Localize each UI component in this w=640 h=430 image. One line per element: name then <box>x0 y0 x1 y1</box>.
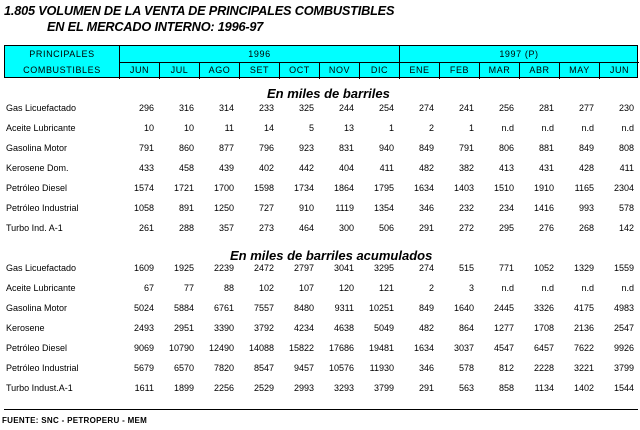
cell-value: 881 <box>538 143 554 153</box>
source-footnote: FUENTE: SNC - PETROPERU - MEM <box>2 416 148 425</box>
cell-value: 806 <box>498 143 514 153</box>
cell-value: 2547 <box>613 323 634 333</box>
cell-value: 3037 <box>453 343 474 353</box>
cell-value: 2304 <box>613 183 634 193</box>
cell-value: 357 <box>218 223 234 233</box>
cell-value: 1058 <box>133 203 154 213</box>
cell-value: 11 <box>224 123 234 133</box>
header-month: NOV <box>328 65 351 75</box>
cell-value: 10790 <box>168 343 194 353</box>
cell-value: 1 <box>388 123 394 133</box>
cell-value: 3390 <box>213 323 234 333</box>
header-month: AGO <box>208 65 231 75</box>
cell-value: 808 <box>618 143 634 153</box>
row-label: Turbo Indust.A-1 <box>6 383 73 393</box>
cell-value: 121 <box>378 283 394 293</box>
cell-value: 288 <box>178 223 194 233</box>
cell-value: 272 <box>458 223 474 233</box>
row-label: Kerosene <box>6 323 45 333</box>
cell-value: 3295 <box>373 263 394 273</box>
cell-value: 1510 <box>493 183 514 193</box>
header-divider <box>519 62 520 79</box>
cell-value: 234 <box>498 203 514 213</box>
cell-value: 14 <box>263 123 274 133</box>
cell-value: 482 <box>418 163 434 173</box>
bottom-rule <box>4 409 638 410</box>
table-row <box>0 323 640 339</box>
cell-value: 458 <box>178 163 194 173</box>
cell-value: 849 <box>418 143 434 153</box>
cell-value: 346 <box>418 203 434 213</box>
row-label: Aceite Lubricante <box>6 123 76 133</box>
cell-value: 254 <box>378 103 394 113</box>
cell-value: 7622 <box>573 343 594 353</box>
table-title-line-1: 1.805 VOLUMEN DE LA VENTA DE PRINCIPALES COMBUSTIBLES <box>4 3 395 18</box>
cell-value: 2472 <box>253 263 274 273</box>
section-title: En miles de barriles acumulados <box>230 248 433 263</box>
table-title-line-2: EN EL MERCADO INTERNO: 1996-97 <box>47 19 264 34</box>
cell-value: 3799 <box>373 383 394 393</box>
cell-value: 2256 <box>213 383 234 393</box>
cell-value: 325 <box>298 103 314 113</box>
cell-value: 291 <box>418 223 434 233</box>
cell-value: 14088 <box>248 343 274 353</box>
cell-value: 771 <box>498 263 514 273</box>
cell-value: 578 <box>458 363 474 373</box>
cell-value: 107 <box>298 283 314 293</box>
cell-value: 5049 <box>373 323 394 333</box>
header-month: JUL <box>170 65 189 75</box>
cell-value: 13 <box>343 123 354 133</box>
header-divider <box>199 62 200 79</box>
header-month: ENE <box>409 65 430 75</box>
row-label: Turbo Ind. A-1 <box>6 223 63 233</box>
table-row <box>0 343 640 359</box>
cell-value: 4638 <box>333 323 354 333</box>
cell-value: 791 <box>138 143 154 153</box>
row-label: Kerosene Dom. <box>6 163 69 173</box>
cell-value: 15822 <box>288 343 314 353</box>
header-divider <box>239 62 240 79</box>
cell-value: 6761 <box>213 303 234 313</box>
cell-value: 1134 <box>534 383 554 393</box>
header-month: ABR <box>529 65 550 75</box>
cell-value: 3 <box>468 283 474 293</box>
cell-value: 727 <box>258 203 274 213</box>
table-row <box>0 143 640 159</box>
cell-value: 102 <box>258 283 274 293</box>
header-divider <box>159 62 160 79</box>
cell-value: 2136 <box>573 323 594 333</box>
header-month: JUN <box>609 65 630 75</box>
cell-value: 1559 <box>613 263 634 273</box>
cell-value: 3221 <box>573 363 594 373</box>
cell-value: 261 <box>138 223 154 233</box>
cell-value: 1329 <box>573 263 594 273</box>
cell-value: 9311 <box>334 303 354 313</box>
cell-value: 439 <box>218 163 234 173</box>
header-month: FEB <box>449 65 470 75</box>
cell-value: 274 <box>418 103 434 113</box>
row-label: Gas Licuefactado <box>6 103 77 113</box>
cell-value: 993 <box>578 203 594 213</box>
cell-value: 5679 <box>133 363 154 373</box>
cell-value: 8547 <box>253 363 274 373</box>
cell-value: 1611 <box>134 383 154 393</box>
cell-value: 940 <box>378 143 394 153</box>
cell-value: 1634 <box>413 183 434 193</box>
row-label: Aceite Lubricante <box>6 283 76 293</box>
cell-value: 2993 <box>293 383 314 393</box>
cell-value: 281 <box>538 103 554 113</box>
cell-value: 120 <box>338 283 354 293</box>
cell-value: 314 <box>218 103 234 113</box>
cell-value: 1052 <box>533 263 554 273</box>
cell-value: 1354 <box>373 203 394 213</box>
header-divider <box>319 62 320 79</box>
cell-value: 10251 <box>368 303 394 313</box>
cell-value: 88 <box>223 283 234 293</box>
header-year-1996: 1996 <box>248 49 271 59</box>
cell-value: 1640 <box>453 303 474 313</box>
cell-value: n.d <box>501 283 514 293</box>
cell-value: 316 <box>178 103 194 113</box>
cell-value: 276 <box>538 223 554 233</box>
table-row <box>0 383 640 399</box>
header-month: JUN <box>129 65 150 75</box>
cell-value: 142 <box>618 223 634 233</box>
cell-value: n.d <box>581 123 594 133</box>
cell-value: 8480 <box>293 303 314 313</box>
cell-value: 1119 <box>335 203 354 213</box>
cell-value: 849 <box>578 143 594 153</box>
cell-value: 2445 <box>493 303 514 313</box>
cell-value: 1 <box>468 123 474 133</box>
cell-value: 910 <box>298 203 314 213</box>
cell-value: 411 <box>379 163 394 173</box>
header-divider <box>479 62 480 79</box>
header-label-bottom: COMBUSTIBLES <box>23 64 101 75</box>
cell-value: 4175 <box>573 303 594 313</box>
cell-value: 2228 <box>533 363 554 373</box>
cell-value: n.d <box>541 123 554 133</box>
cell-value: 3792 <box>253 323 274 333</box>
cell-value: 17686 <box>328 343 354 353</box>
header-label-top: PRINCIPALES <box>29 49 95 59</box>
cell-value: 296 <box>138 103 154 113</box>
cell-value: 4547 <box>493 343 514 353</box>
cell-value: 273 <box>258 223 274 233</box>
cell-value: 791 <box>458 143 474 153</box>
cell-value: 67 <box>143 283 154 293</box>
cell-value: 295 <box>498 223 514 233</box>
cell-value: 346 <box>418 363 434 373</box>
cell-value: 1700 <box>213 183 234 193</box>
cell-value: 291 <box>418 383 434 393</box>
cell-value: 482 <box>418 323 434 333</box>
cell-value: 2797 <box>293 263 314 273</box>
cell-value: 1416 <box>533 203 554 213</box>
cell-value: 10576 <box>328 363 354 373</box>
header-month: OCT <box>289 65 310 75</box>
table-header <box>4 45 638 78</box>
row-label: Gasolina Motor <box>6 303 68 313</box>
table-row <box>0 123 640 139</box>
cell-value: 1734 <box>293 183 314 193</box>
cell-value: 2493 <box>133 323 154 333</box>
table-row <box>0 303 640 319</box>
cell-value: 1402 <box>573 383 594 393</box>
cell-value: 2 <box>428 123 434 133</box>
row-label: Petróleo Industrial <box>6 363 79 373</box>
cell-value: 1277 <box>493 323 514 333</box>
cell-value: 9069 <box>133 343 154 353</box>
cell-value: 382 <box>458 163 474 173</box>
header-divider <box>279 62 280 79</box>
cell-value: 1634 <box>413 343 434 353</box>
cell-value: 402 <box>258 163 274 173</box>
cell-value: 1708 <box>533 323 554 333</box>
header-divider <box>599 62 600 79</box>
cell-value: 6457 <box>533 343 554 353</box>
cell-value: 464 <box>298 223 314 233</box>
cell-value: 442 <box>298 163 314 173</box>
cell-value: 923 <box>298 143 314 153</box>
cell-value: 1598 <box>253 183 274 193</box>
header-divider <box>439 62 440 79</box>
header-month: MAY <box>569 65 590 75</box>
table-row <box>0 363 640 379</box>
row-label: Petróleo Industrial <box>6 203 79 213</box>
cell-value: 411 <box>619 163 634 173</box>
cell-value: 5 <box>308 123 314 133</box>
cell-value: 256 <box>498 103 514 113</box>
cell-value: 3041 <box>333 263 354 273</box>
cell-value: 6570 <box>173 363 194 373</box>
cell-value: n.d <box>541 283 554 293</box>
cell-value: 233 <box>258 103 274 113</box>
cell-value: 404 <box>338 163 354 173</box>
section-title: En miles de barriles <box>267 86 390 101</box>
cell-value: 1165 <box>574 183 594 193</box>
cell-value: 891 <box>178 203 194 213</box>
cell-value: 1864 <box>333 183 354 193</box>
row-label: Petróleo Diesel <box>6 183 68 193</box>
cell-value: 4983 <box>613 303 634 313</box>
cell-value: 277 <box>578 103 594 113</box>
cell-value: 244 <box>338 103 354 113</box>
header-divider <box>559 62 560 79</box>
cell-value: 1721 <box>173 183 194 193</box>
cell-value: n.d <box>581 283 594 293</box>
cell-value: 4234 <box>293 323 314 333</box>
table-row <box>0 163 640 179</box>
cell-value: 2951 <box>173 323 194 333</box>
cell-value: 2239 <box>213 263 234 273</box>
cell-value: 428 <box>578 163 594 173</box>
cell-value: 12490 <box>208 343 234 353</box>
cell-value: n.d <box>621 283 634 293</box>
cell-value: 1403 <box>453 183 474 193</box>
cell-value: 864 <box>458 323 474 333</box>
cell-value: 232 <box>458 203 474 213</box>
header-month: MAR <box>488 65 511 75</box>
cell-value: 1544 <box>613 383 634 393</box>
cell-value: 1795 <box>373 183 394 193</box>
cell-value: 1910 <box>533 183 554 193</box>
cell-value: 877 <box>218 143 234 153</box>
cell-value: 860 <box>178 143 194 153</box>
cell-value: 19481 <box>368 343 394 353</box>
cell-value: 433 <box>138 163 154 173</box>
cell-value: 241 <box>458 103 474 113</box>
cell-value: 1574 <box>133 183 154 193</box>
cell-value: 230 <box>618 103 634 113</box>
cell-value: 515 <box>458 263 474 273</box>
table-row <box>0 263 640 279</box>
cell-value: 812 <box>498 363 514 373</box>
header-year-1997: 1997 (P) <box>499 49 539 59</box>
table-row <box>0 283 640 299</box>
cell-value: 849 <box>418 303 434 313</box>
cell-value: 9926 <box>613 343 634 353</box>
cell-value: 5884 <box>173 303 194 313</box>
header-divider <box>359 62 360 79</box>
cell-value: 3799 <box>613 363 634 373</box>
cell-value: 11930 <box>369 363 394 373</box>
row-label: Gasolina Motor <box>6 143 68 153</box>
cell-value: 10 <box>143 123 154 133</box>
cell-value: 831 <box>338 143 354 153</box>
cell-value: 431 <box>538 163 554 173</box>
cell-value: 300 <box>338 223 354 233</box>
cell-value: 578 <box>618 203 634 213</box>
cell-value: 7557 <box>253 303 274 313</box>
header-month: DIC <box>370 65 389 75</box>
cell-value: n.d <box>501 123 514 133</box>
cell-value: 3326 <box>533 303 554 313</box>
row-label: Gas Licuefactado <box>6 263 77 273</box>
cell-value: 2 <box>428 283 434 293</box>
cell-value: n.d <box>621 123 634 133</box>
cell-value: 2529 <box>253 383 274 393</box>
cell-value: 1899 <box>173 383 194 393</box>
cell-value: 506 <box>378 223 394 233</box>
table-row <box>0 203 640 219</box>
cell-value: 1609 <box>133 263 154 273</box>
header-month: SET <box>249 65 270 75</box>
cell-value: 10 <box>183 123 194 133</box>
cell-value: 77 <box>183 283 194 293</box>
cell-value: 1925 <box>173 263 194 273</box>
cell-value: 563 <box>458 383 474 393</box>
cell-value: 7820 <box>213 363 234 373</box>
cell-value: 796 <box>258 143 274 153</box>
table-row <box>0 223 640 239</box>
row-label: Petróleo Diesel <box>6 343 68 353</box>
cell-value: 858 <box>498 383 514 393</box>
cell-value: 5024 <box>133 303 154 313</box>
cell-value: 268 <box>578 223 594 233</box>
cell-value: 3293 <box>333 383 354 393</box>
table-row <box>0 103 640 119</box>
cell-value: 274 <box>418 263 434 273</box>
table-row <box>0 183 640 199</box>
cell-value: 1250 <box>213 203 234 213</box>
cell-value: 413 <box>498 163 514 173</box>
cell-value: 9457 <box>293 363 314 373</box>
